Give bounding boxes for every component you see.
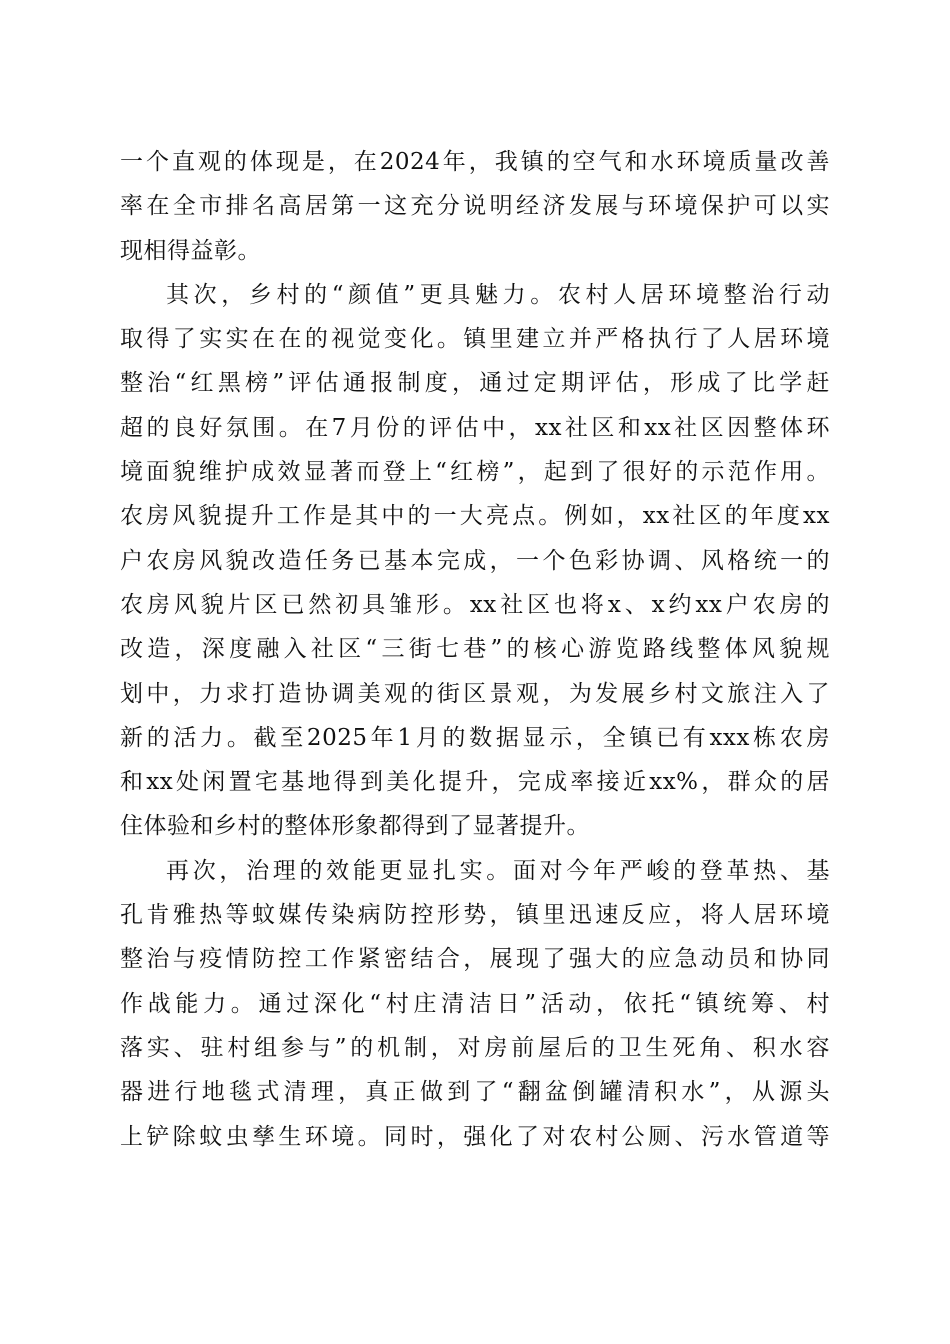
text-line: 现相得益彰。 <box>120 237 261 264</box>
text-line: 取得了实实在在的视觉变化。镇里建立并严格执行了人居环境 <box>120 326 830 353</box>
text-line: 落实、驻村组参与”的机制，对房前屋后的卫生死角、积水容 <box>120 1034 830 1061</box>
text-line: 划中，力求打造协调美观的街区景观，为发展乡村文旅注入了 <box>120 680 830 707</box>
text-line: 境面貌维护成效显著而登上“红榜”，起到了很好的示范作用。 <box>120 459 830 486</box>
text-line: 作战能力。通过深化“村庄清洁日”活动，依托“镇统筹、村 <box>120 990 830 1017</box>
text-line: 整治“红黑榜”评估通报制度，通过定期评估，形成了比学赶 <box>120 370 830 397</box>
text-line: 器进行地毯式清理，真正做到了“翻盆倒罐清积水”，从源头 <box>120 1079 830 1106</box>
text-line: 一个直观的体现是，在2024年，我镇的空气和水环境质量改善 <box>120 149 830 175</box>
text-line: 再次，治理的效能更显扎实。面对今年严峻的登革热、基 <box>166 857 830 884</box>
paragraph-2 <box>120 273 830 849</box>
text-line: 率在全市排名高居第一这充分说明经济发展与环境保护可以实 <box>120 193 830 220</box>
text-line: 户农房风貌改造任务已基本完成，一个色彩协调、风格统一的 <box>120 547 830 574</box>
text-line: 其次，乡村的“颜值”更具魅力。农村人居环境整治行动 <box>166 281 830 308</box>
paragraph-1 <box>120 140 830 273</box>
text-line: 整治与疫情防控工作紧密结合，展现了强大的应急动员和协同 <box>120 946 830 973</box>
text-line: 农房风貌提升工作是其中的一大亮点。例如，xx社区的年度xx <box>120 503 830 530</box>
text-line: 孔肯雅热等蚊媒传染病防控形势，镇里迅速反应，将人居环境 <box>120 902 830 929</box>
text-line: 超的良好氛围。在7月份的评估中，xx社区和xx社区因整体环 <box>120 414 830 441</box>
text-line: 新的活力。截至2025年1月的数据显示，全镇已有xxx栋农房 <box>120 724 830 751</box>
paragraph-3 <box>120 849 830 1159</box>
text-line: 改造，深度融入社区“三街七巷”的核心游览路线整体风貌规 <box>120 636 830 663</box>
body-text <box>120 140 830 1159</box>
text-line: 和xx处闲置宅基地得到美化提升，完成率接近xx%，群众的居 <box>120 769 830 796</box>
text-line: 农房风貌片区已然初具雏形。xx社区也将x、x约xx户农房的 <box>120 591 830 618</box>
text-line: 住体验和乡村的整体形象都得到了显著提升。 <box>120 813 590 840</box>
text-line: 上铲除蚊虫孳生环境。同时，强化了对农村公厕、污水管道等 <box>120 1123 830 1150</box>
